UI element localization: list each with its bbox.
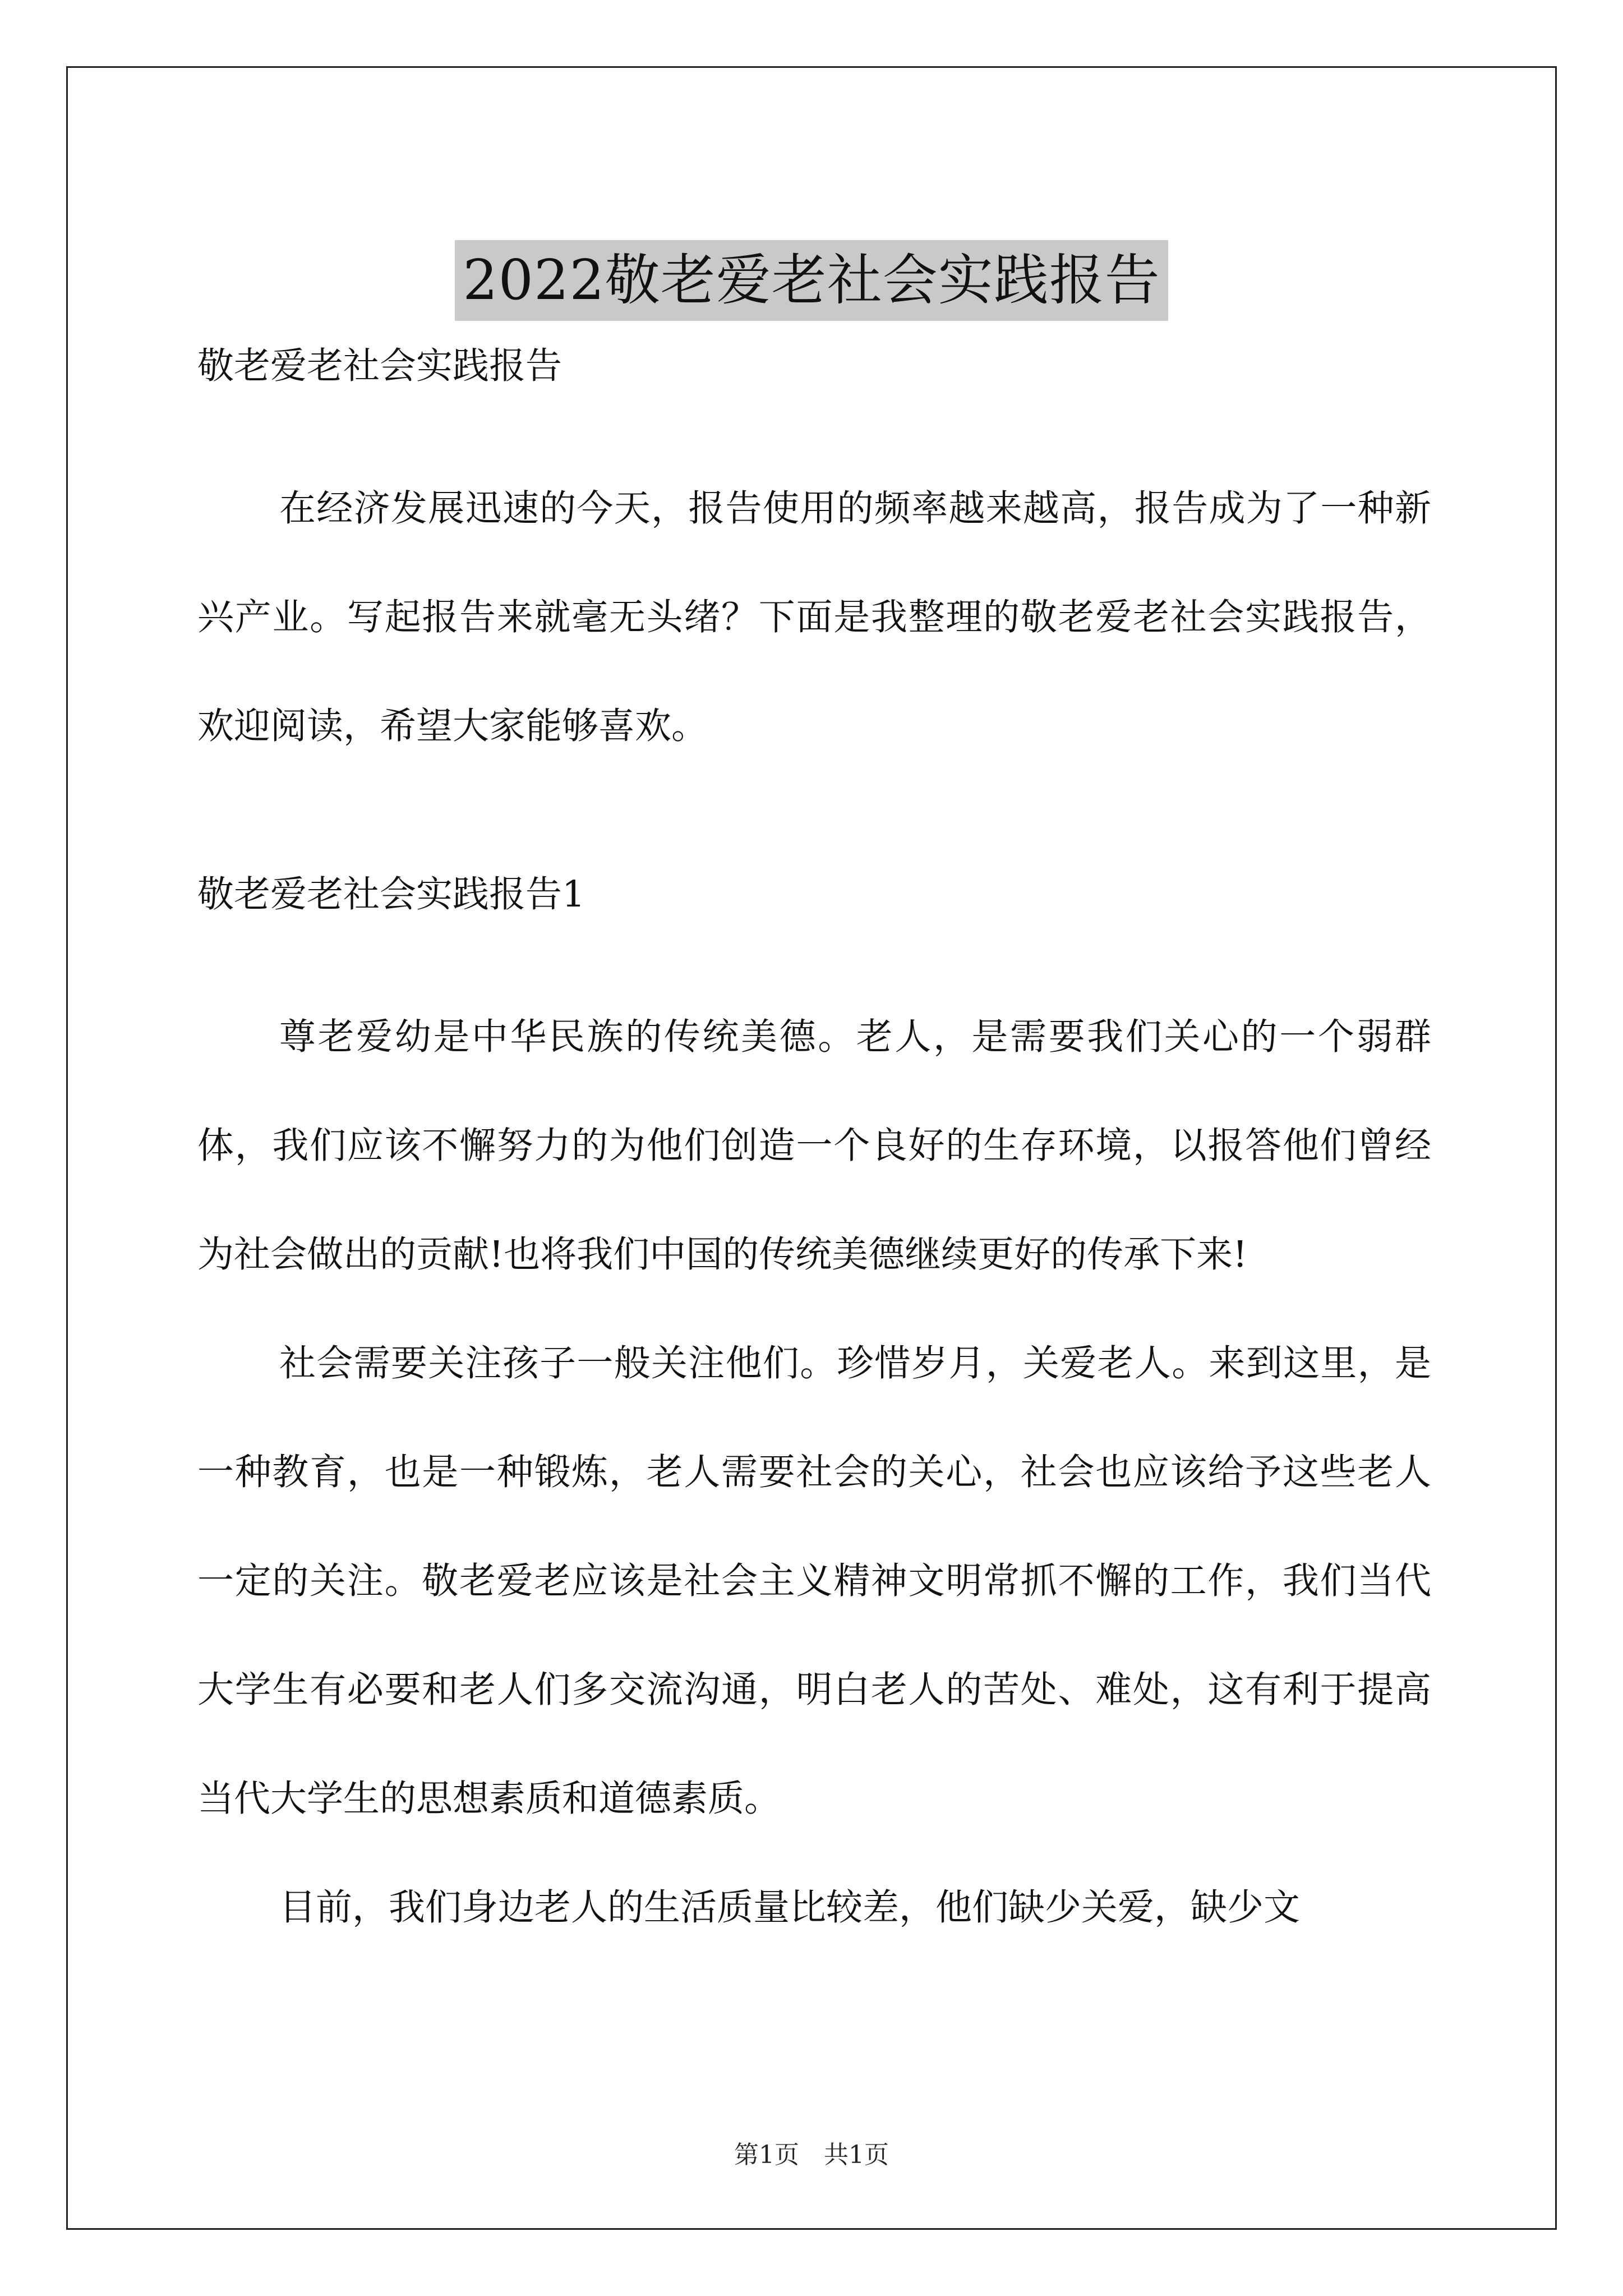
page-number: 第1页 <box>734 2141 799 2169</box>
body-paragraph-3: 目前，我们身边老人的生活质量比较差，他们缺少关爱，缺少文 <box>279 1887 1301 1929</box>
document-body <box>197 342 1431 1962</box>
section-heading: 敬老爱老社会实践报告1 <box>197 873 585 915</box>
document-title: 2022敬老爱老社会实践报告 <box>455 240 1168 321</box>
title-container <box>0 203 1623 357</box>
body-paragraph-1: 尊老爱幼是中华民族的传统美德。老人，是需要我们关心的一个弱群体，我们应该不懈努力的为他们创造一个良好的生存环境，以报答他们曾经为社会做出的贡献!也将我们中国的传统美德继续更好的传承下来! <box>197 1016 1431 1276</box>
intro-heading: 敬老爱老社会实践报告 <box>197 345 562 387</box>
page-footer <box>0 2138 1623 2172</box>
body-paragraph-2: 社会需要关注孩子一般关注他们。珍惜岁月，关爱老人。来到这里，是一种教育，也是一种锻炼，老人需要社会的关心，社会也应该给予这些老人一定的关注。敬老爱老应该是社会主义精神文明常抓不懈的工作，我们当代大学生有必要和老人们多交流沟通，明白老人的苦处、难处，这有利于提高当代大学生的思想素质和道德素质。 <box>197 1342 1431 1820</box>
intro-paragraph: 在经济发展迅速的今天，报告使用的频率越来越高，报告成为了一种新兴产业。写起报告来就毫无头绪？下面是我整理的敬老爱老社会实践报告，欢迎阅读，希望大家能够喜欢。 <box>197 487 1431 747</box>
page-total: 共1页 <box>824 2141 889 2169</box>
